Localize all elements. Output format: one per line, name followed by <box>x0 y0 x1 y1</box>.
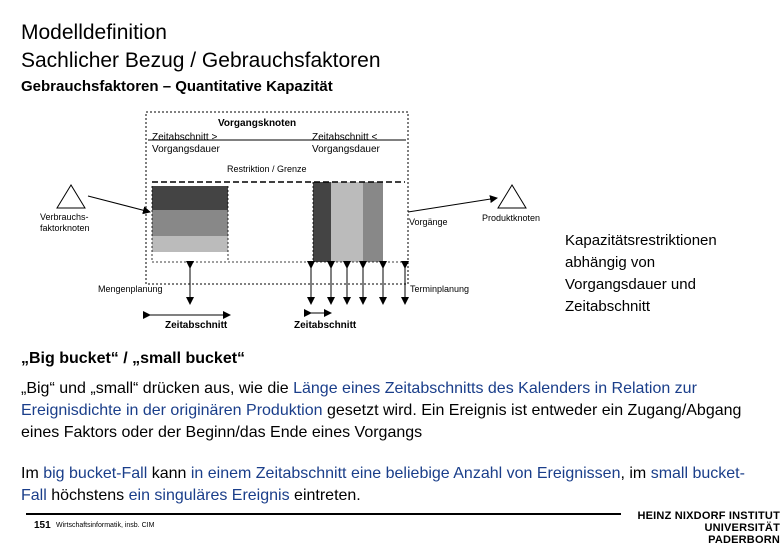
note-line-1: Kapazitätsrestriktionen <box>565 232 717 249</box>
p2-text-2: kann <box>147 465 191 482</box>
title-line-2: Sachlicher Bezug / Gebrauchsfaktoren <box>21 49 381 72</box>
terminplanung-label: Terminplanung <box>410 284 470 294</box>
university-logo <box>630 510 780 546</box>
zeitabschnitt-gt-label: Zeitabschnitt > <box>152 132 218 143</box>
p2-highlight-3: small bucket-Fall <box>21 465 745 504</box>
left-block-light <box>152 236 228 252</box>
arrow-to-vorgang <box>88 196 150 212</box>
subtitle: Gebrauchsfaktoren – Quantitative Kapazität <box>21 78 333 95</box>
note-line-3: Vorgangsdauer und <box>565 276 696 293</box>
zeitabschnitt-left-label: Zeitabschnitt <box>165 320 228 331</box>
faktorknoten-label: faktorknoten <box>40 223 90 233</box>
terminplanung-arrows <box>311 268 405 304</box>
produktknoten-label: Produktknoten <box>482 213 541 223</box>
p2-text-5: eintreten. <box>289 487 361 504</box>
p1-text-1: „Big“ und „small“ drücken aus, wie die <box>21 380 294 397</box>
p2-text-1: Im <box>21 465 44 482</box>
paragraph-2 <box>21 463 761 507</box>
vorgangsknoten-label: Vorgangsknoten <box>218 118 297 129</box>
verbrauchs-label: Verbrauchs- <box>40 212 89 222</box>
vorgange-label: Vorgänge <box>409 217 448 227</box>
p1-text-2: gesetzt wird. Ein Ereignis ist entweder ein Zugang/Abgang eines Faktors oder der Beginn/das Ende eines Vorgangs <box>21 402 742 441</box>
right-block-mid <box>363 182 383 262</box>
left-block-dark <box>152 186 228 210</box>
paragraph-1 <box>21 378 761 444</box>
p2-text-4: höchstens <box>46 487 129 504</box>
left-block-mid <box>152 210 228 236</box>
logo-line-2: UNIVERSITÄT PADERBORN <box>704 522 780 546</box>
p2-highlight-1: big bucket-Fall <box>43 465 148 482</box>
title-line-1: Modelldefinition <box>21 21 167 44</box>
restriktion-label: Restriktion / Grenze <box>227 164 307 174</box>
footer-text: Wirtschaftsinformatik, insb. CIM <box>56 522 155 529</box>
vorgangsdauer-right-label: Vorgangsdauer <box>312 144 380 155</box>
capacity-note <box>565 230 717 318</box>
produkt-triangle-icon <box>498 185 526 208</box>
p2-text-3: , im <box>620 465 651 482</box>
right-block-light <box>331 182 363 262</box>
p2-highlight-4: ein singuläres Ereignis <box>128 487 290 504</box>
note-line-2: abhängig von <box>565 254 656 271</box>
section-title: „Big bucket“ / „small bucket“ <box>21 350 246 367</box>
mengenplanung-label: Mengenplanung <box>98 284 163 294</box>
page-number: 151 <box>34 520 51 531</box>
right-block-empty <box>383 182 405 262</box>
zeitabschnitt-right-label: Zeitabschnitt <box>294 320 357 331</box>
zeitabschnitt-lt-label: Zeitabschnitt < <box>312 132 378 143</box>
verbrauchsfaktor-triangle-icon <box>57 185 85 208</box>
footer-divider <box>26 513 621 515</box>
vorgangsdauer-left-label: Vorgangsdauer <box>152 144 220 155</box>
p1-highlight-1: Länge eines Zeitabschnitts des Kalenders in Relation zur Ereignisdichte in der originären Produktion <box>21 380 697 419</box>
right-block-dark <box>313 182 331 262</box>
note-line-4: Zeitabschnitt <box>565 298 651 315</box>
p2-highlight-2: in einem Zeitabschnitt eine beliebige Anzahl von Ereignissen <box>190 465 621 482</box>
logo-line-1: HEINZ NIXDORF INSTITUT <box>637 510 780 522</box>
arrow-to-produkt <box>408 198 497 212</box>
